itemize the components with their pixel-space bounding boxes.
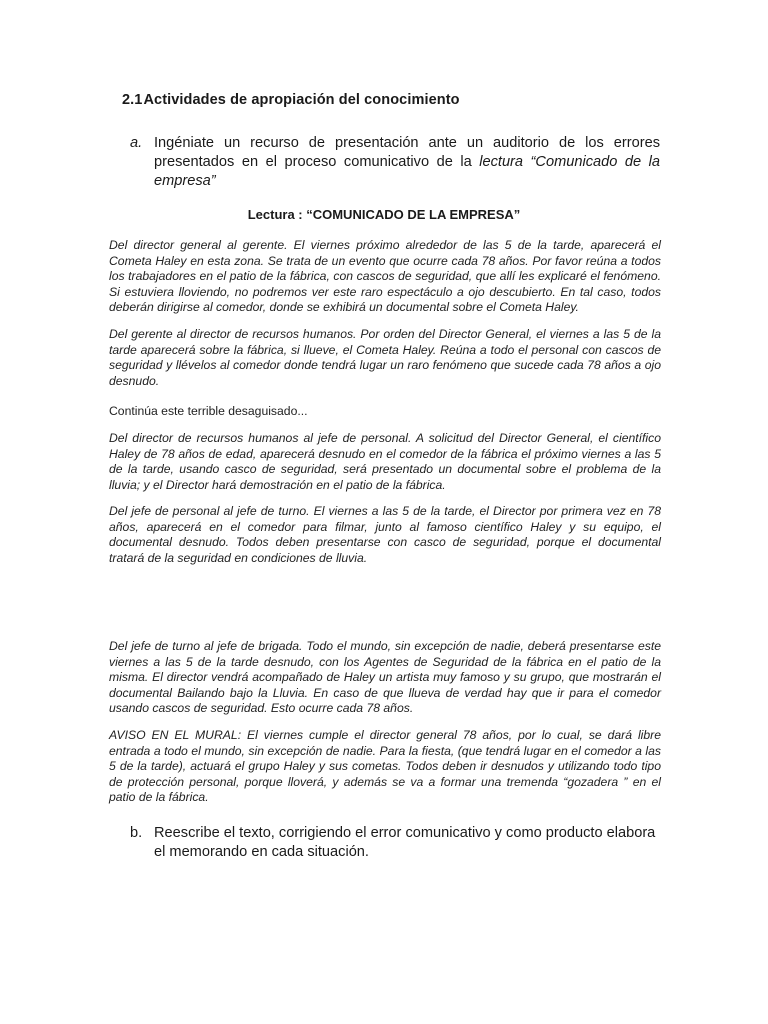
item-b-marker: b.	[130, 825, 143, 841]
reading-paragraph: Del gerente al director de recursos humanos. Por orden del Director General, el viernes a las 5 de la tarde aparecerá sobre la fábrica, si llueve, el Cometa Haley. Reúna a todo el personal con cascos de seguridad y llévelos al comedor donde tendrá lugar un raro fenómeno que sucede cada 78 años a ojo desnudo.	[109, 327, 661, 388]
reading-paragraph: Continúa este terrible desaguisado...	[109, 404, 308, 418]
activity-item-a	[130, 134, 660, 191]
reading-paragraph: Del director general al gerente. El viernes próximo alrededor de las 5 de la tarde, aparecerá el Cometa Haley en esta zona. Se trata de un evento que ocurre cada 78 años. Por favor reúna a todos los trabajadores en el patio de la fábrica, con cascos de seguridad, que allí les explicaré el fenómeno. Si estuviera lloviendo, no podremos ver este raro espectáculo a ojo descubierto. En tal caso, todos deberán dirigirse al comedor, donde se exhibirá un documental sobre el Cometa Haley.	[109, 238, 661, 315]
section-number: 2.1	[122, 92, 143, 108]
reading-paragraph: AVISO EN EL MURAL: El viernes cumple el director general 78 años, por lo cual, se dará libre entrada a todo el mundo, sin excepción de nadie. Para la fiesta, (que tendrá lugar en el comedor a las 5 de la tarde), actuará el grupo Haley y sus cometas. Todos deben ir desnudos y utilizando todo tipo de protección personal, porque lloverá, y además se va a formar una tremenda “gozadera ” en el patio de la fábrica.	[109, 728, 661, 805]
reading-title: Lectura : “COMUNICADO DE LA EMPRESA”	[247, 207, 521, 222]
item-a-text	[154, 134, 660, 191]
reading-paragraph: Del jefe de turno al jefe de brigada. Todo el mundo, sin excepción de nadie, deberá presentarse este viernes a las 5 de la tarde desnudo, con los Agentes de Seguridad de la fábrica en el patio de la misma. El director vendrá acompañado de Haley un artista muy famoso y su grupo, que mostrarán el documental Bailando bajo la Lluvia. En caso de que llueva de verdad hay que ir para el comedor usando cascos de seguridad. Esto ocurre cada 78 años.	[109, 639, 661, 716]
reading-paragraph: Del jefe de personal al jefe de turno. El viernes a las 5 de la tarde, el Director por primera vez en 78 años, aparecerá en el comedor para filmar, junto al famoso científico Haley y su equipo, el documental desnudo. Todos deben presentarse con casco de seguridad, porque el documental tratará de la seguridad en condiciones de lluvia.	[109, 504, 661, 565]
item-b-text: Reescribe el texto, corrigiendo el error comunicativo y como producto elabora el memorando en cada situación.	[154, 825, 656, 860]
section-heading	[122, 92, 460, 108]
reading-paragraph: Del director de recursos humanos al jefe de personal. A solicitud del Director General, el científico Haley de 78 años de edad, aparecerá desnudo en el comedor de la fábrica el próximo viernes a las 5 de la tarde, usando casco de seguridad, será presentado un documental sobre el problema de la lluvia; y el Director hará demostración en el patio de la fábrica.	[109, 431, 661, 492]
item-a-marker: a.	[130, 135, 143, 151]
activity-item-b	[130, 824, 660, 862]
item-a-text-plain: Ingéniate un recurso de presentación ante un auditorio de los errores presentados en el proceso comunicativo de la	[154, 135, 660, 170]
item-a-text-italic: lectura “Comunicado de la empresa”	[154, 154, 660, 189]
section-title: Actividades de apropiación del conocimiento	[143, 92, 460, 108]
